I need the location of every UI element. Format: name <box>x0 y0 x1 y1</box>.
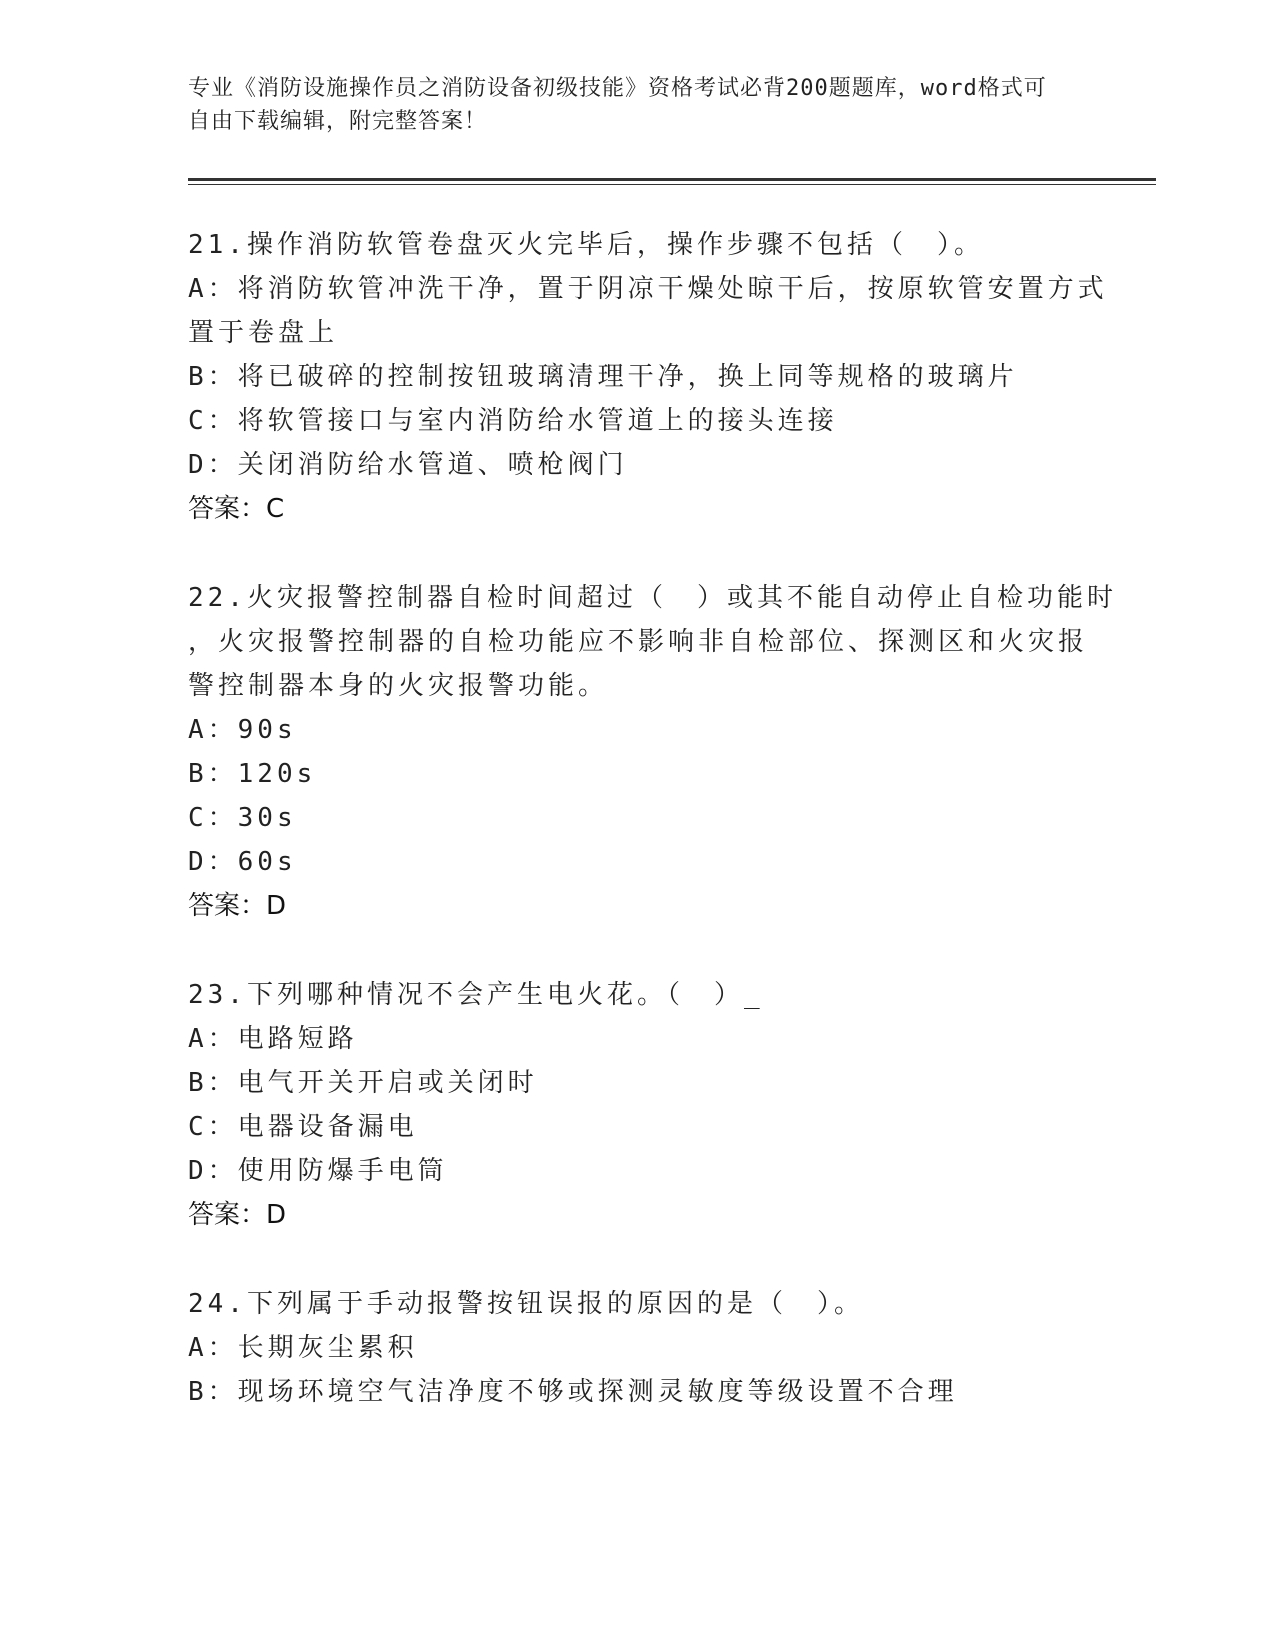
question-21-option-b: B：将已破碎的控制按钮玻璃清理干净，换上同等规格的玻璃片 <box>188 362 1018 392</box>
question-21-option-c: C：将软管接口与室内消防给水管道上的接头连接 <box>188 406 838 436</box>
question-24-option-a: A：长期灰尘累积 <box>188 1333 418 1363</box>
question-23-answer: 答案：D <box>188 1200 287 1230</box>
question-23-option-a: A：电路短路 <box>188 1024 358 1054</box>
question-23-option-c: C：电器设备漏电 <box>188 1112 418 1142</box>
question-21-option-a: A：将消防软管冲洗干净，置于阴凉干燥处晾干后，按原软管安置方式 <box>188 274 1108 304</box>
question-23-option-d: D：使用防爆手电筒 <box>188 1156 448 1186</box>
question-22-option-b: B：120s <box>188 759 317 789</box>
question-22-stem-line3: 警控制器本身的火灾报警功能。 <box>188 671 609 701</box>
question-21-option-a-cont: 置于卷盘上 <box>188 318 339 348</box>
question-22-option-c: C：30s <box>188 803 297 833</box>
question-24-option-b: B：现场环境空气洁净度不够或探测灵敏度等级设置不合理 <box>188 1377 958 1407</box>
question-22-stem: 22.火灾报警控制器自检时间超过（ ）或其不能自动停止自检功能时 <box>188 583 1117 613</box>
header-divider-thin <box>188 184 1156 185</box>
question-22-stem-line2: ，火灾报警控制器的自检功能应不影响非自检部位、探测区和火灾报 <box>188 627 1089 657</box>
question-22-answer: 答案：D <box>188 891 287 921</box>
document-header: 专业《消防设施操作员之消防设备初级技能》资格考试必背200题题库，word格式可自由下载编辑，附完整答案！ <box>188 76 1047 134</box>
question-21-option-d: D：关闭消防给水管道、喷枪阀门 <box>188 450 628 480</box>
header-divider-thick <box>188 178 1156 181</box>
question-22-option-a: A：90s <box>188 715 297 745</box>
question-22-option-d: D：60s <box>188 847 297 877</box>
question-24-stem: 24.下列属于手动报警按钮误报的原因的是（ ）。 <box>188 1289 864 1319</box>
question-23-option-b: B：电气开关开启或关闭时 <box>188 1068 538 1098</box>
question-21-answer: 答案：C <box>188 494 285 524</box>
question-23-stem: 23.下列哪种情况不会产生电火花。（ ）_ <box>188 980 764 1010</box>
question-21-stem: 21.操作消防软管卷盘灭火完毕后，操作步骤不包括（ ）。 <box>188 230 984 260</box>
